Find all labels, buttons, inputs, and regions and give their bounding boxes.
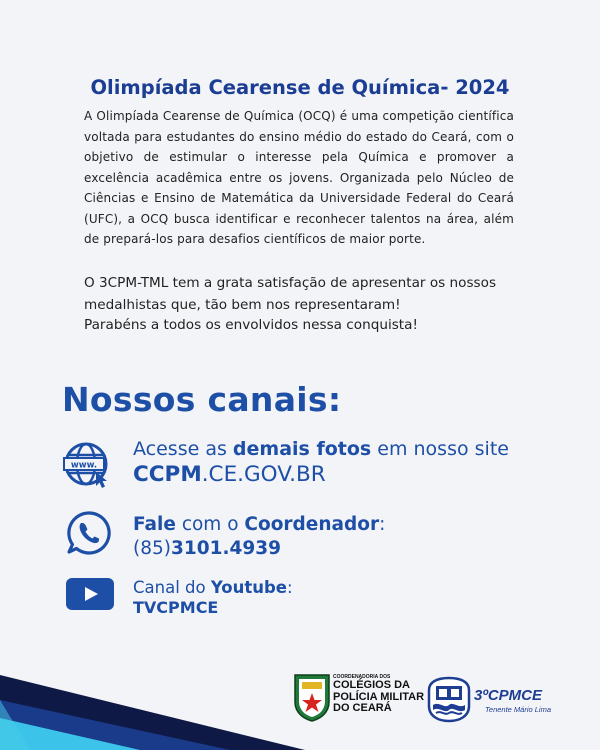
youtube-channel-link[interactable]: TVCPMCE (133, 598, 219, 617)
page-title: Olimpíada Cearense de Química- 2024 (90, 76, 510, 99)
site-url-bold: CCPM (133, 462, 202, 487)
phone-number: 3101.4939 (170, 538, 281, 559)
site-caption-prefix: Acesse as (133, 438, 233, 460)
whatsapp-icon (66, 510, 112, 556)
congrats-paragraph: Parabéns a todos os envolvidos nessa conquista! (84, 317, 418, 333)
svg-text:www.: www. (70, 460, 98, 471)
site-url-link[interactable] (133, 462, 326, 487)
ccpm-logo-text (333, 674, 424, 715)
channels-heading: Nossos canais: (62, 380, 342, 419)
youtube-icon (66, 578, 114, 610)
ccpm-logo-line3: DO CEARÁ (333, 702, 392, 714)
site-caption (133, 438, 509, 460)
ccpm-logo-line1: COLÉGIOS DA (333, 679, 411, 691)
coordinator-label (133, 514, 385, 535)
site-caption-suffix: em nosso site (371, 438, 509, 460)
site-caption-bold: demais fotos (232, 438, 372, 460)
phone-number-link[interactable] (133, 538, 281, 559)
school-crest-icon (424, 674, 474, 724)
ccpm-logo-small: COORDENADORIA DOS (333, 674, 391, 680)
coordinator-colon: : (379, 514, 386, 535)
phone-area-code: (85) (133, 538, 171, 559)
youtube-bold: Youtube (210, 578, 287, 597)
ccpm-logo-line2: POLÍCIA MILITAR (333, 690, 425, 703)
coordinator-mid: com o (175, 514, 245, 535)
youtube-prefix: Canal do (133, 578, 211, 597)
intro-paragraph: A Olimpíada Cearense de Química (OCQ) é uma competição científica voltada para estudantes do ensino médio do estado do Ceará, com o objetivo de estimular o interesse pela Química e promover a excelência acadêmica entre os jovens. Organizada pelo Núcleo de Ciências e Ensino de Matemática da Universidade Federal do Ceará (UFC), a OCQ busca identificar e reconhecer talentos na área, além de prepará-los para desafios científicos de maior porte. (84, 109, 514, 246)
globe-www-icon (62, 440, 112, 490)
coordinator-word: Coordenador (244, 514, 380, 535)
coordinator-fale: Fale (133, 514, 176, 535)
youtube-colon: : (287, 578, 293, 597)
site-url-rest: .CE.GOV.BR (201, 462, 326, 487)
school-logo-title: 3ºCPMCE (474, 687, 542, 704)
school-logo-subtitle: Tenente Mário Lima (485, 705, 552, 714)
medalists-paragraph: O 3CPM-TML tem a grata satisfação de apresentar os nossos medalhistas que, tão bem nos representaram! (84, 275, 497, 313)
youtube-label (133, 578, 293, 597)
